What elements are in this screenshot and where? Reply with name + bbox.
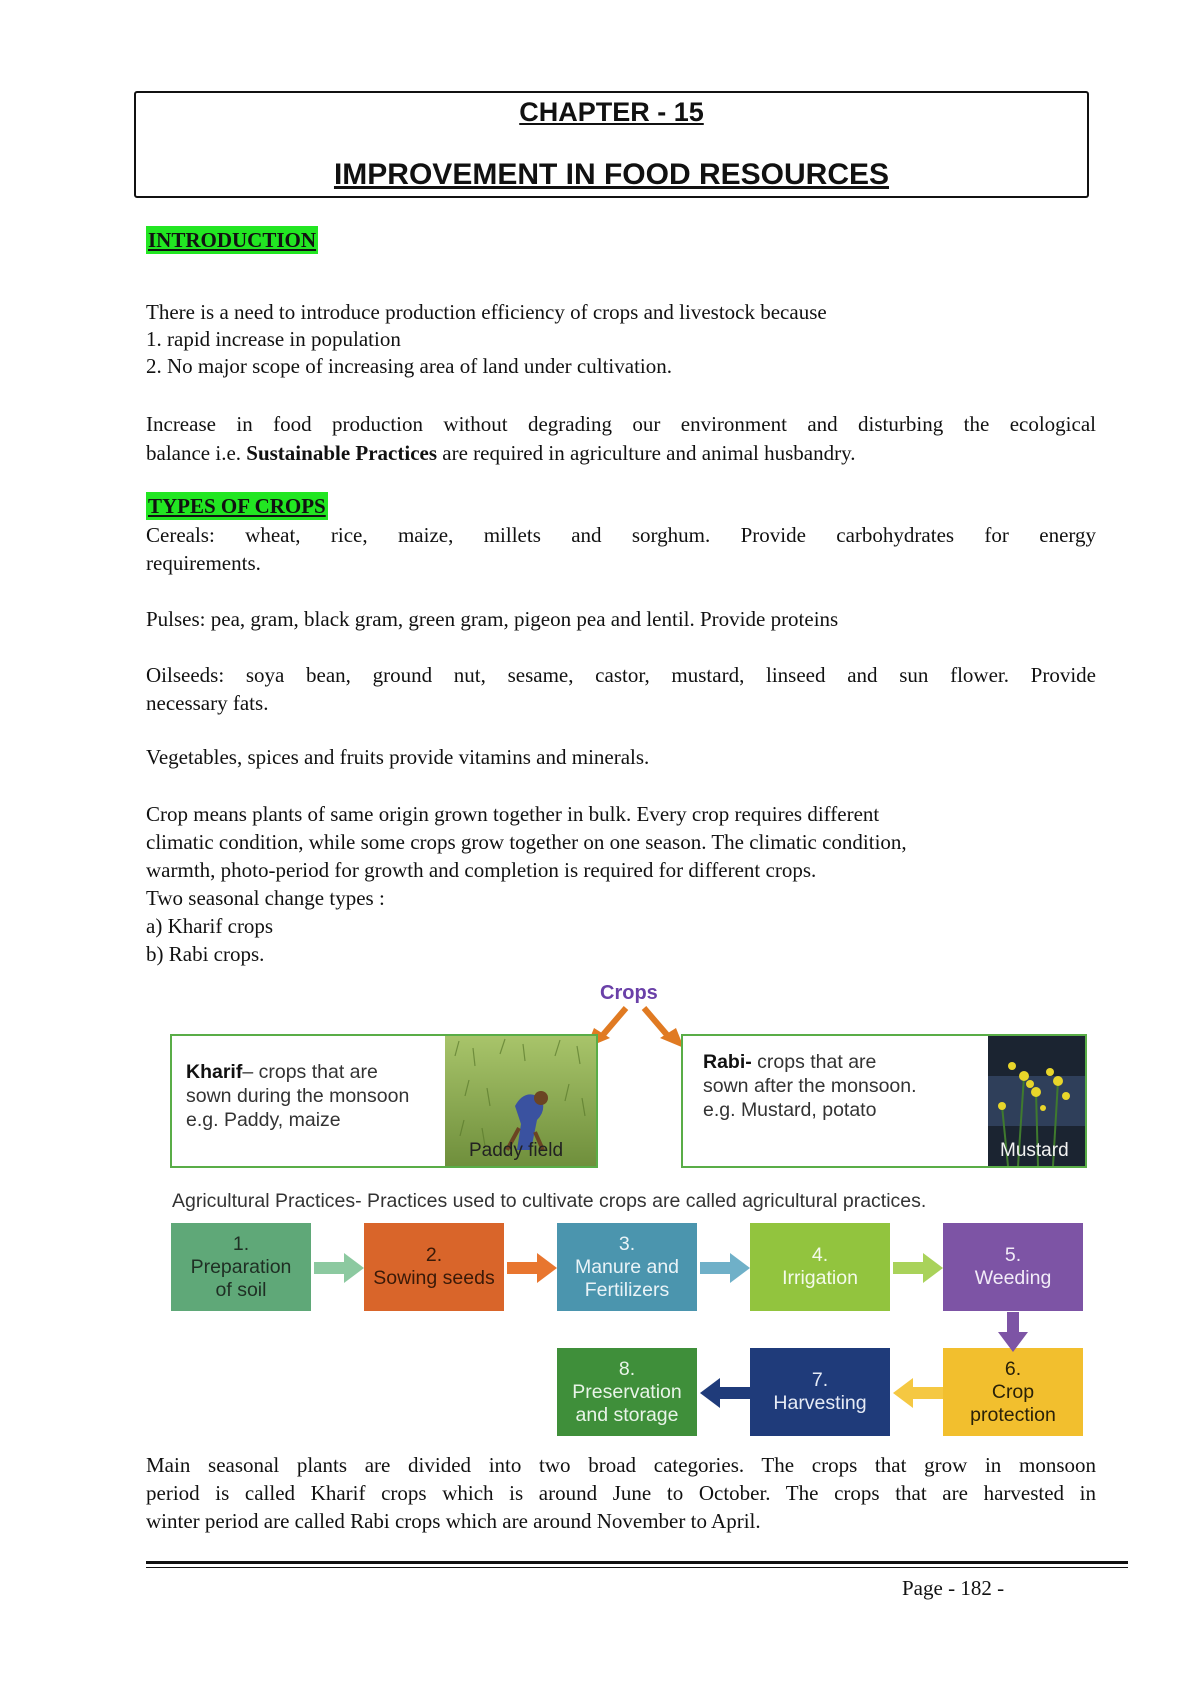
paddy-field-label: Paddy field xyxy=(469,1140,564,1161)
sustainable-paragraph-line1: Increase in food production without degrading our environment and disturbing the ecological xyxy=(146,412,1096,436)
practice-step-line1: Harvesting xyxy=(773,1392,867,1414)
practice-step-num: 6. xyxy=(1004,1357,1022,1380)
mustard-photo xyxy=(988,1036,1085,1166)
rabi-card-term: Rabi- xyxy=(703,1051,752,1073)
crop-definition-line3: warmth, photo-period for growth and completion is required for different crops. xyxy=(146,858,817,882)
practice-step-num: 5. xyxy=(1004,1244,1022,1266)
page-number: Page - 182 - xyxy=(902,1576,1005,1600)
crop-definition-line1: Crop means plants of same origin grown together in bulk. Every crop requires different xyxy=(146,802,880,826)
arrow-7-to-8 xyxy=(700,1378,750,1408)
practice-step-line1: Weeding xyxy=(974,1267,1052,1289)
agricultural-practices-caption: Agricultural Practices- Practices used to cultivate crops are called agricultural practices. xyxy=(172,1190,927,1212)
oilseeds-line2: necessary fats. xyxy=(146,691,269,715)
arrow-4-to-5 xyxy=(893,1253,943,1283)
crops-diagram-title: Crops xyxy=(600,982,658,1004)
cereals-line1: Cereals: wheat, rice, maize, millets and sorghum. Provide carbohydrates for energy xyxy=(146,523,1096,547)
seasonal-types-text: Two seasonal change types : xyxy=(146,886,385,910)
types-of-crops-heading: TYPES OF CROPS xyxy=(148,494,326,518)
kharif-card-text: Kharif– crops that are sown during the monsoon e.g. Paddy, maize xyxy=(186,1061,410,1131)
practice-step-line1: Irrigation xyxy=(782,1267,858,1289)
practice-step-num: 7. xyxy=(811,1369,829,1391)
practice-step-num: 1. xyxy=(232,1232,250,1255)
rabi-list-item: b) Rabi crops. xyxy=(146,942,265,966)
sustainable-practices-term: Sustainable Practices xyxy=(246,441,438,465)
arrow-3-to-4 xyxy=(700,1253,750,1283)
practice-step-1 xyxy=(171,1223,311,1311)
crop-definition-line2: climatic condition, while some crops grow together on one season. The climatic condition, xyxy=(146,830,907,854)
practice-step-num: 2. xyxy=(425,1244,443,1266)
chapter-title: IMPROVEMENT IN FOOD RESOURCES xyxy=(333,158,890,191)
kharif-card xyxy=(170,1034,598,1168)
kharif-card-term: Kharif xyxy=(186,1061,243,1083)
chapter-title-box xyxy=(134,91,1089,198)
practice-step-8 xyxy=(557,1348,697,1436)
practice-step-line2: protection xyxy=(970,1403,1056,1426)
practice-step-line1: Crop xyxy=(991,1380,1035,1403)
practice-step-line1: Sowing seeds xyxy=(373,1267,495,1289)
footer-rule-thick xyxy=(146,1561,1128,1564)
rabi-card-text: Rabi- crops that are sown after the monsoon. e.g. Mustard, potato xyxy=(703,1051,917,1121)
mustard-label: Mustard xyxy=(1000,1140,1069,1161)
arrow-6-to-7 xyxy=(893,1378,943,1408)
practice-step-line1: Preservation xyxy=(572,1380,682,1403)
introduction-heading: INTRODUCTION xyxy=(148,228,317,252)
practice-step-num: 8. xyxy=(618,1357,636,1380)
paddy-field-photo xyxy=(445,1036,596,1166)
practice-step-2 xyxy=(364,1223,504,1311)
vegetables-text: Vegetables, spices and fruits provide vitamins and minerals. xyxy=(146,745,650,769)
pulses-text: Pulses: pea, gram, black gram, green gram, pigeon pea and lentil. Provide proteins xyxy=(146,607,839,631)
practice-step-line1: Preparation xyxy=(190,1255,292,1278)
practice-step-line1: Manure and xyxy=(574,1255,680,1278)
sustainable-paragraph-line2: balance i.e. Sustainable Practices are required in agriculture and animal husbandry. xyxy=(146,441,856,465)
closing-line2: period is called Kharif crops which is around June to October. The crops that are harvested in xyxy=(146,1481,1096,1505)
arrow-2-to-3 xyxy=(507,1253,557,1283)
closing-line3: winter period are called Rabi crops which are around November to April. xyxy=(146,1509,761,1533)
footer-rule-thin xyxy=(146,1567,1128,1568)
kharif-list-item: a) Kharif crops xyxy=(146,914,274,938)
intro-item-1: 1. rapid increase in population xyxy=(146,327,401,351)
closing-line1: Main seasonal plants are divided into two broad categories. The crops that grow in monsoon xyxy=(146,1453,1096,1477)
practice-step-line2: Fertilizers xyxy=(584,1278,670,1301)
oilseeds-line1: Oilseeds: soya bean, ground nut, sesame, castor, mustard, linseed and sun flower. Provide xyxy=(146,663,1096,687)
practice-step-line2: of soil xyxy=(215,1278,267,1301)
intro-item-2: 2. No major scope of increasing area of land under cultivation. xyxy=(146,354,672,378)
practice-step-line2: and storage xyxy=(575,1403,679,1426)
chapter-number: CHAPTER - 15 xyxy=(519,97,704,127)
practice-step-6 xyxy=(943,1348,1083,1436)
arrow-1-to-2 xyxy=(314,1253,364,1283)
practice-step-num: 4. xyxy=(811,1244,829,1266)
practice-step-5 xyxy=(943,1223,1083,1311)
practice-step-num: 3. xyxy=(618,1232,636,1255)
practice-step-3 xyxy=(557,1223,697,1311)
arrow-5-to-6 xyxy=(998,1312,1028,1352)
cereals-line2: requirements. xyxy=(146,551,261,575)
practice-step-7 xyxy=(750,1348,890,1436)
rabi-card xyxy=(681,1034,1087,1168)
practice-step-4 xyxy=(750,1223,890,1311)
intro-paragraph: There is a need to introduce production efficiency of crops and livestock because xyxy=(146,300,827,324)
